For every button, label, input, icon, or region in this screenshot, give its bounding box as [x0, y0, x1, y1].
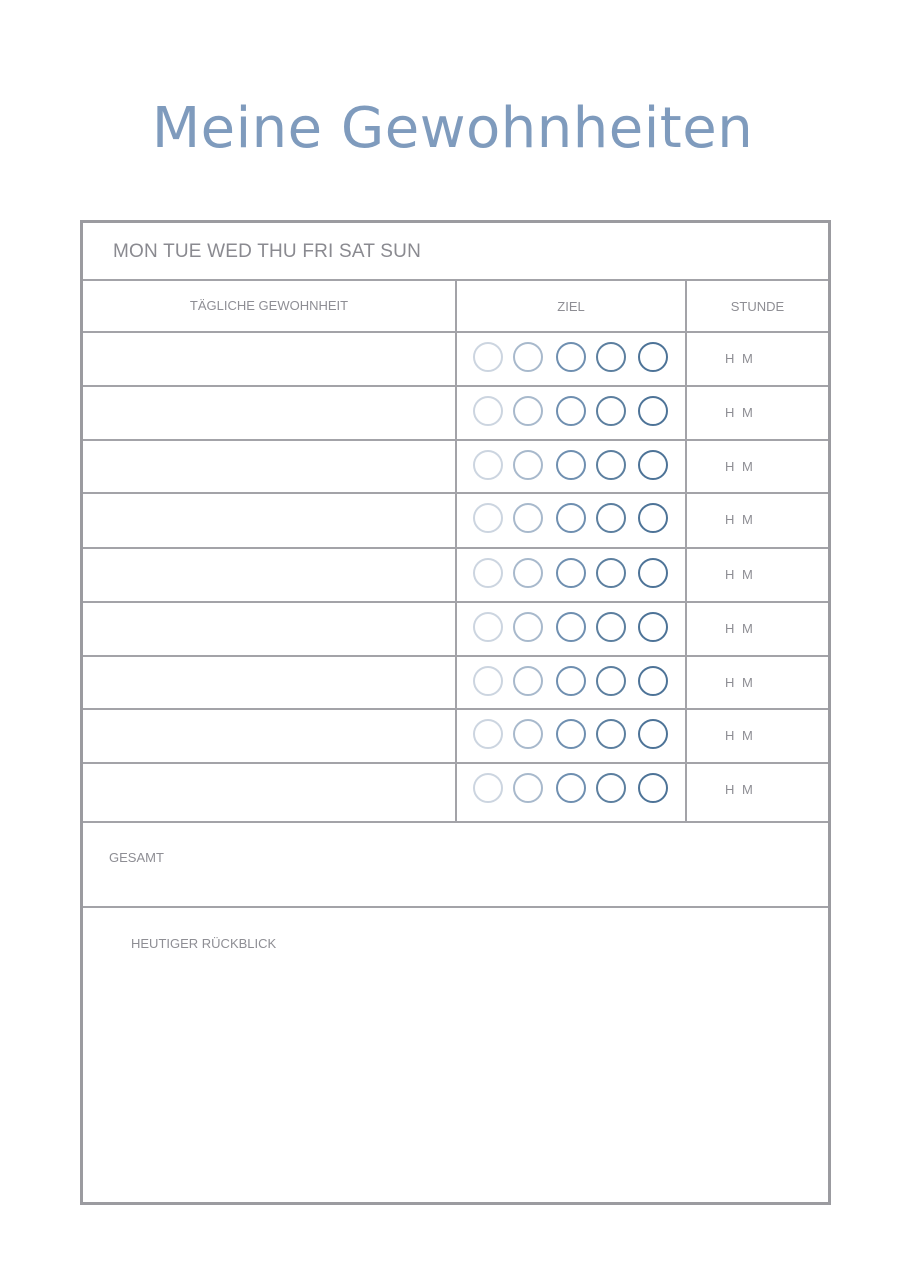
hours-minutes-field[interactable]: H M — [725, 351, 755, 366]
goal-circles — [471, 773, 671, 807]
column-divider — [455, 280, 457, 821]
goal-circle-checkbox[interactable] — [513, 612, 543, 642]
goal-circle-checkbox[interactable] — [638, 396, 668, 426]
goal-circles — [471, 666, 671, 700]
goal-circle-checkbox[interactable] — [638, 558, 668, 588]
habit-name-field[interactable] — [83, 494, 455, 546]
goal-circle-checkbox[interactable] — [473, 719, 503, 749]
goal-circle-checkbox[interactable] — [473, 558, 503, 588]
goal-circle-checkbox[interactable] — [513, 503, 543, 533]
goal-circle-checkbox[interactable] — [513, 719, 543, 749]
goal-circle-checkbox[interactable] — [596, 342, 626, 372]
goal-circle-checkbox[interactable] — [473, 666, 503, 696]
goal-circle-checkbox[interactable] — [473, 396, 503, 426]
goal-circle-checkbox[interactable] — [596, 773, 626, 803]
goal-circle-checkbox[interactable] — [556, 612, 586, 642]
hours-minutes-field[interactable]: H M — [725, 459, 755, 474]
hours-minutes-field[interactable]: H M — [725, 567, 755, 582]
habit-name-field[interactable] — [83, 387, 455, 439]
column-divider — [685, 280, 687, 821]
goal-circle-checkbox[interactable] — [638, 612, 668, 642]
goal-circle-checkbox[interactable] — [556, 396, 586, 426]
habit-name-field[interactable] — [83, 657, 455, 709]
goal-circle-checkbox[interactable] — [638, 503, 668, 533]
goal-circle-checkbox[interactable] — [473, 612, 503, 642]
goal-circle-checkbox[interactable] — [473, 773, 503, 803]
goal-circle-checkbox[interactable] — [556, 773, 586, 803]
hours-minutes-field[interactable]: H M — [725, 512, 755, 527]
goal-circle-checkbox[interactable] — [556, 558, 586, 588]
hours-minutes-field[interactable]: H M — [725, 405, 755, 420]
goal-circle-checkbox[interactable] — [638, 666, 668, 696]
hours-minutes-field[interactable]: H M — [725, 782, 755, 797]
goal-circles — [471, 342, 671, 376]
hours-minutes-field[interactable]: H M — [725, 621, 755, 636]
goal-circle-checkbox[interactable] — [556, 719, 586, 749]
goal-circle-checkbox[interactable] — [638, 342, 668, 372]
goal-circles — [471, 396, 671, 430]
goal-circle-checkbox[interactable] — [638, 719, 668, 749]
habit-name-field[interactable] — [83, 710, 455, 762]
total-label: GESAMT — [109, 850, 164, 865]
review-label: HEUTIGER RÜCKBLICK — [131, 936, 277, 951]
goal-circle-checkbox[interactable] — [473, 503, 503, 533]
habit-name-field[interactable] — [83, 441, 455, 493]
goal-circle-checkbox[interactable] — [513, 666, 543, 696]
divider — [83, 906, 828, 908]
habit-name-field[interactable] — [83, 603, 455, 655]
goal-circle-checkbox[interactable] — [596, 503, 626, 533]
column-header-habit: TÄGLICHE GEWOHNHEIT — [189, 298, 349, 313]
column-header-goal: ZIEL — [557, 299, 585, 314]
weekday-selector[interactable]: MON TUE WED THU FRI SAT SUN — [113, 241, 422, 262]
goal-circle-checkbox[interactable] — [596, 396, 626, 426]
goal-circle-checkbox[interactable] — [638, 450, 668, 480]
goal-circle-checkbox[interactable] — [513, 450, 543, 480]
goal-circle-checkbox[interactable] — [596, 719, 626, 749]
page-title: Meine Gewohnheiten — [151, 96, 754, 161]
goal-circle-checkbox[interactable] — [513, 558, 543, 588]
goal-circle-checkbox[interactable] — [596, 558, 626, 588]
hours-minutes-field[interactable]: H M — [725, 728, 755, 743]
goal-circle-checkbox[interactable] — [556, 450, 586, 480]
column-header-hours: STUNDE — [730, 299, 785, 314]
habit-name-field[interactable] — [83, 764, 455, 816]
goal-circle-checkbox[interactable] — [596, 450, 626, 480]
goal-circle-checkbox[interactable] — [473, 342, 503, 372]
goal-circles — [471, 450, 671, 484]
goal-circle-checkbox[interactable] — [513, 773, 543, 803]
habit-name-field[interactable] — [83, 333, 455, 385]
habit-name-field[interactable] — [83, 549, 455, 601]
goal-circles — [471, 612, 671, 646]
goal-circle-checkbox[interactable] — [556, 666, 586, 696]
habit-tracker-sheet — [80, 220, 831, 1205]
goal-circle-checkbox[interactable] — [513, 396, 543, 426]
goal-circle-checkbox[interactable] — [638, 773, 668, 803]
goal-circles — [471, 719, 671, 753]
goal-circle-checkbox[interactable] — [473, 450, 503, 480]
goal-circle-checkbox[interactable] — [596, 666, 626, 696]
goal-circle-checkbox[interactable] — [513, 342, 543, 372]
goal-circles — [471, 558, 671, 592]
goal-circle-checkbox[interactable] — [556, 503, 586, 533]
goal-circle-checkbox[interactable] — [596, 612, 626, 642]
divider — [83, 821, 828, 823]
goal-circle-checkbox[interactable] — [556, 342, 586, 372]
goal-circles — [471, 503, 671, 537]
hours-minutes-field[interactable]: H M — [725, 675, 755, 690]
